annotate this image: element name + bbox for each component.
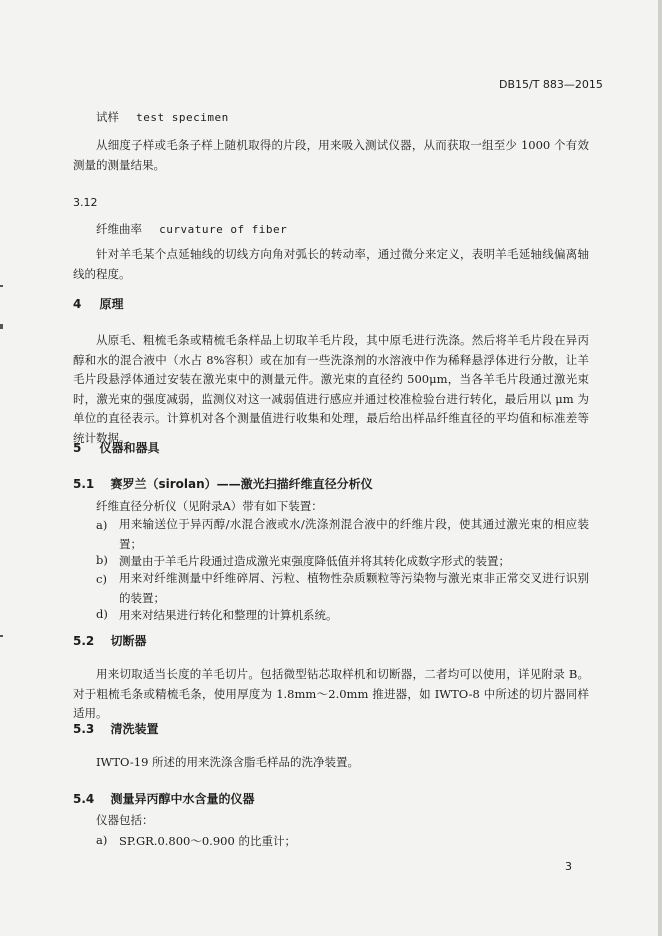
term-en: curvature of fiber bbox=[159, 223, 288, 236]
subsection-heading bbox=[73, 632, 146, 649]
term-zh: 试样 bbox=[96, 110, 119, 124]
list-item: 用来输送位于异丙醇/水混合液或水/洗涤剂混合液中的纤维片段，使其通过激光束的相应装置； bbox=[119, 517, 589, 551]
subsection-title: 测量异丙醇中水含量的仪器 bbox=[110, 792, 255, 806]
subsection-title: 清洗装置 bbox=[110, 722, 159, 736]
subsection-heading bbox=[73, 475, 373, 492]
subsection-number: 5.1 bbox=[73, 477, 95, 491]
section-number: 5 bbox=[73, 441, 82, 455]
list-item: SP.GR.0.800～0.900 的比重计； bbox=[119, 834, 296, 848]
scan-mark bbox=[0, 285, 3, 287]
subsection-title: 切断器 bbox=[110, 634, 147, 648]
clause-number: 3.12 bbox=[73, 196, 98, 209]
scan-mark bbox=[0, 324, 3, 329]
term-definition: 从细度子样或毛条子样上随机取得的片段，用来吸入测试仪器，从而获取一组至少 1000 个有效测量的测量结果。 bbox=[73, 138, 589, 172]
list-marker: a) bbox=[96, 518, 108, 532]
section-title: 原理 bbox=[99, 297, 124, 311]
subsection-heading bbox=[73, 720, 158, 737]
term-zh: 纤维曲率 bbox=[96, 222, 142, 236]
term-definition: 针对羊毛某个点延轴线的切线方向角对弧长的转动率，通过微分来定义，表明羊毛延轴线偏离轴线的程度。 bbox=[73, 247, 589, 281]
section-heading bbox=[73, 439, 160, 456]
term-en: test specimen bbox=[136, 111, 229, 124]
section-body: 从原毛、粗梳毛条或精梳毛条样品上切取羊毛片段，其中原毛进行洗涤。然后将羊毛片段在异丙醇和水的混合液中（水占 8%容积）或在加有一些洗涤剂的水溶液中作为稀释悬浮体进行分散，让羊毛片段悬浮体通过安装在激光束中的测量元件。激光束的直径约 500μm，当各羊毛片段通过激光束时，激光束的强度减弱，监测仪对这一减弱值进行感应并通过校准检验台进行转化，最后用以 μm 为单位的直径表示。计算机对各个测量值进行收集和处理，最后给出样品纤维直径的平均值和标准差等统计数据。 bbox=[73, 333, 589, 445]
subsection-number: 5.3 bbox=[73, 722, 95, 736]
section-heading bbox=[73, 295, 124, 312]
section-title: 仪器和器具 bbox=[99, 441, 160, 455]
document-code: DB15/T 883—2015 bbox=[499, 78, 603, 91]
list-marker: d) bbox=[96, 607, 108, 621]
scan-mark bbox=[0, 635, 3, 637]
list-item: 测量由于羊毛片段通过造成激光束强度降低值并将其转化成数字形式的装置； bbox=[119, 554, 510, 568]
list-marker: a) bbox=[96, 833, 108, 847]
section-number: 4 bbox=[73, 297, 82, 311]
term-heading bbox=[96, 106, 229, 125]
list-item: 用来对结果进行转化和整理的计算机系统。 bbox=[119, 608, 338, 622]
subsection-title: 赛罗兰（sirolan）——激光扫描纤维直径分析仪 bbox=[110, 477, 373, 491]
list-marker: b) bbox=[96, 553, 108, 567]
page-number: 3 bbox=[565, 860, 572, 873]
page-edge-shadow bbox=[658, 0, 662, 936]
term-heading bbox=[96, 218, 287, 237]
list-intro: 仪器包括： bbox=[96, 813, 154, 827]
list-marker: c) bbox=[96, 572, 107, 586]
subsection-heading bbox=[73, 790, 254, 807]
subsection-body: 用来切取适当长度的羊毛切片。包括微型钻芯取样机和切断器，二者均可以使用，详见附录 B。对于粗梳毛条或精梳毛条，使用厚度为 1.8mm～2.0mm 推进器，如 IWTO-8 中所述的切片器同样适用。 bbox=[73, 667, 589, 720]
subsection-body: IWTO-19 所述的用来洗涤含脂毛样品的洗净装置。 bbox=[96, 755, 360, 769]
subsection-number: 5.4 bbox=[73, 792, 95, 806]
subsection-number: 5.2 bbox=[73, 634, 95, 648]
list-intro: 纤维直径分析仪（见附录A）带有如下装置： bbox=[96, 499, 323, 513]
list-item: 用来对纤维测量中纤维碎屑、污粒、植物性杂质颗粒等污染物与激光束非正常交叉进行识别的装置； bbox=[119, 571, 589, 605]
